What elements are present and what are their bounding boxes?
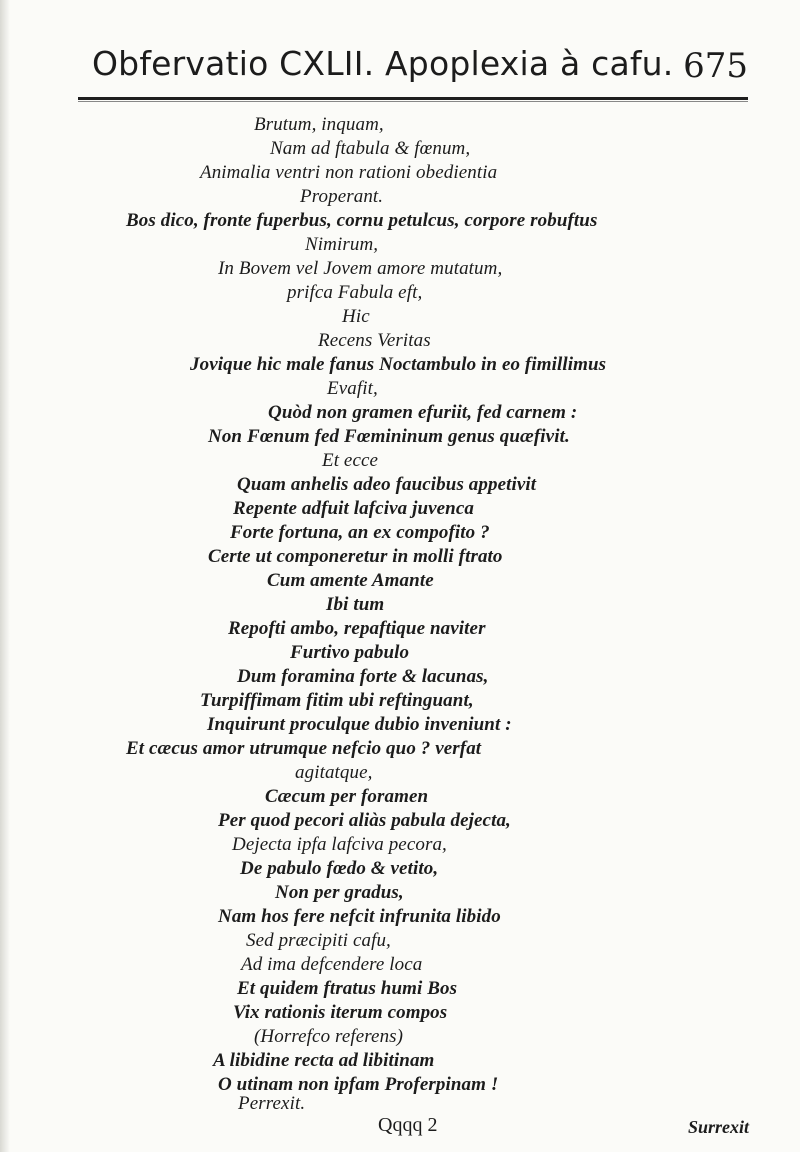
poem-line: Turpiffimam fitim ubi reftinguant, [200,690,474,711]
poem-line: Repofti ambo, repaftique naviter [228,618,486,639]
poem-line: Repente adfuit lafciva juvenca [233,498,474,519]
poem-line: Nimirum, [305,234,379,255]
poem-line: Cum amente Amante [267,570,434,591]
poem-line: Dum foramina forte & lacunas, [237,666,489,687]
poem-line: Et ecce [322,450,379,471]
poem-line: Inquirunt proculque dubio inveniunt : [207,714,512,735]
running-title: Obfervatio CXLII. Apoplexia à cafu. [92,44,674,83]
page-number: 675 [683,46,748,86]
poem-line: Quam anhelis adeo faucibus appetivit [237,474,537,495]
poem-line: Hic [342,306,370,327]
poem-line: Perrexit. [238,1093,306,1114]
poem-line: Quòd non gramen efuriit, fed carnem : [268,402,578,423]
poem-line: Certe ut componeretur in molli ftrato [208,546,503,567]
poem-line: Jovique hic male fanus Noctambulo in eo fimillimus [190,354,607,375]
poem-line: Ad ima defcendere loca [241,954,423,975]
poem-line: O utinam non ipfam Proferpinam ! [218,1074,499,1095]
poem-line: (Horrefco referens) [254,1026,404,1047]
poem-line: In Bovem vel Jovem amore mutatum, [218,258,503,279]
poem-line: Dejecta ipfa lafciva pecora, [232,834,447,855]
poem-line: Non per gradus, [275,882,404,903]
poem-line: Sed præcipiti cafu, [246,930,391,951]
poem-line: Recens Veritas [318,330,431,351]
poem-line: Nam hos fere nefcit infrunita libido [218,906,501,927]
poem-line: prifca Fabula eft, [287,282,423,303]
poem-line: Per quod pecori aliàs pabula dejecta, [218,810,511,831]
poem-line: agitatque, [295,762,373,783]
catchword: Surrexit [688,1117,750,1137]
poem-line: Non Fœnum fed Fœmininum genus quæfivit. [208,426,570,447]
poem-line: Bos dico, fronte fuperbus, cornu petulcus, corpore robuftus [126,210,598,231]
poem-line: Ibi tum [326,594,385,615]
poem-line: Vix rationis iterum compos [233,1002,448,1023]
poem-line: Et quidem ftratus humi Bos [237,978,458,999]
poem-line: Et cæcus amor utrumque nefcio quo ? verfat [126,738,482,759]
poem-line: Forte fortuna, an ex compofito ? [230,522,490,543]
poem-line: Evafit, [327,378,378,399]
poem-line: Furtivo pabulo [290,642,410,663]
poem-line: A libidine recta ad libitinam [213,1050,435,1071]
signature-mark: Qqqq 2 [378,1114,438,1136]
poem-line: Brutum, inquam, [254,114,384,135]
poem-line: Cæcum per foramen [265,786,429,807]
poem-line: De pabulo fœdo & vetito, [240,858,439,879]
poem-line: Properant. [300,186,384,207]
poem-line: Nam ad ftabula & fœnum, [270,138,471,159]
poem-line: Animalia ventri non rationi obedientia [200,162,498,183]
